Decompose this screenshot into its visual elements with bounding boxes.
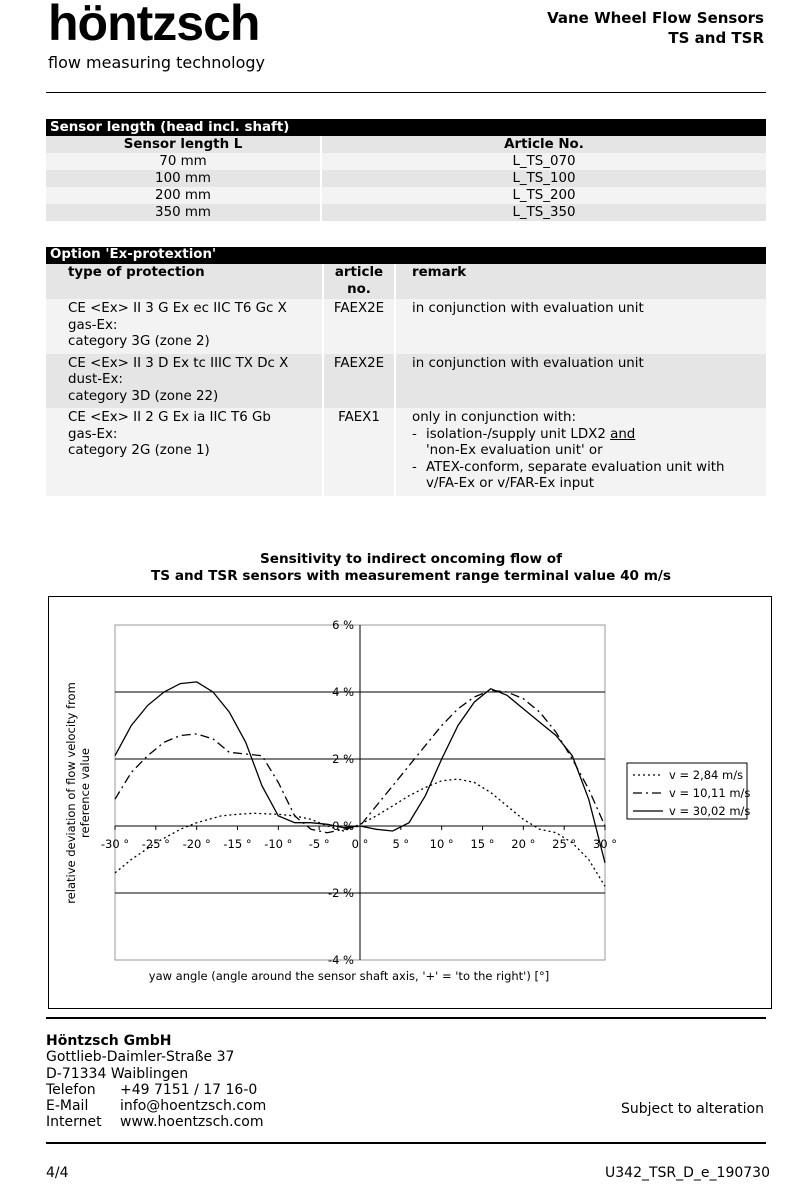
remark-bullet-2-cont: v/FA-Ex or v/FAR-Ex input: [426, 476, 594, 491]
cell-length: 350 mm: [46, 204, 321, 221]
cell-article: L_TS_100: [512, 171, 576, 186]
x-tick-label: -10 °: [264, 837, 293, 851]
email-value[interactable]: info@hoentzsch.com: [120, 1098, 267, 1115]
cell-article: FAEX1: [323, 408, 395, 496]
cell-remark: in conjunction with evaluation unit: [412, 301, 644, 316]
company-phone: [46, 1082, 266, 1098]
cell-remark: [395, 408, 766, 496]
legend-label: v = 30,02 m/s: [669, 804, 751, 818]
protection-category: category 3G (zone 2): [68, 334, 210, 349]
header-divider: [46, 92, 766, 93]
remark-bullet-2: [412, 460, 766, 493]
website-label: Internet: [46, 1114, 102, 1131]
x-tick-label: 30 °: [592, 837, 618, 851]
x-tick-label: 25 °: [552, 837, 577, 851]
protection-type: gas-Ex:: [68, 426, 118, 442]
company-logo: höntzsch: [48, 0, 260, 51]
x-tick-label: 5 °: [392, 837, 410, 851]
y-axis-label-line2: reference value: [78, 748, 92, 838]
company-email: [46, 1098, 266, 1114]
chart-title-line1: Sensitivity to indirect oncoming flow of: [259, 551, 563, 567]
cell-article: L_TS_070: [512, 154, 576, 169]
page-number: 4/4: [46, 1165, 69, 1181]
table-row: [46, 153, 766, 170]
document-title: [547, 8, 764, 48]
phone-value: +49 7151 / 17 16-0: [120, 1081, 258, 1098]
logo-tagline: flow measuring technology: [48, 53, 265, 72]
y-tick-label: 0 %: [332, 819, 354, 833]
table-row: [46, 187, 766, 204]
y-tick-label: 4 %: [332, 685, 354, 699]
remark-bullet-1-text: isolation-/supply unit LDX2: [426, 426, 606, 442]
y-tick-label: -4 %: [327, 953, 354, 967]
chart-legend: [627, 763, 750, 819]
remark-bullet-1: [412, 427, 766, 460]
col-header-article-no: Article No.: [504, 137, 584, 152]
cell-article: L_TS_200: [512, 188, 576, 203]
col-header-remark: remark: [412, 265, 467, 280]
protection-code: CE <Ex> II 3 G Ex ec IIC T6 Gc X: [68, 301, 287, 316]
ex-section-header: Option 'Ex-protextion': [46, 247, 766, 264]
y-axis-label-line1: relative deviation of flow velocity from: [64, 682, 78, 904]
protection-type: gas-Ex:: [68, 317, 118, 333]
company-website: [46, 1114, 266, 1130]
chart-title-line2: TS and TSR sensors with measurement range terminal value 40 m/s: [151, 568, 671, 584]
cell-article: L_TS_350: [512, 205, 576, 220]
remark-bullet-2-text: ATEX-conform, separate evaluation unit with: [426, 459, 725, 475]
table-row: [46, 408, 766, 496]
cell-article: FAEX2E: [323, 354, 395, 409]
cell-article: FAEX2E: [323, 299, 395, 354]
legend-label: v = 2,84 m/s: [669, 768, 744, 782]
col-header-protection: type of protection: [46, 264, 323, 299]
x-tick-label: 15 °: [470, 837, 495, 851]
document-title-line2: TS and TSR: [668, 29, 764, 47]
col-header-sensor-length: Sensor length L: [46, 136, 321, 153]
table-row: [46, 299, 766, 354]
x-tick-label: -5 °: [308, 837, 330, 851]
table-row: [46, 204, 766, 221]
protection-category: category 2G (zone 1): [68, 443, 210, 458]
col-header-article-line2: no.: [347, 281, 371, 297]
col-header-article: [323, 264, 395, 299]
x-tick-label: 20 °: [511, 837, 536, 851]
x-axis-label: yaw angle (angle around the sensor shaft axis, '+' = 'to the right') [°]: [148, 969, 550, 983]
cell-protection: [46, 354, 323, 409]
website-value[interactable]: www.hoentzsch.com: [120, 1114, 264, 1131]
document-id: U342_TSR_D_e_190730: [605, 1165, 770, 1181]
company-city: D-71334 Waiblingen: [46, 1065, 189, 1082]
alteration-note: Subject to alteration: [620, 1101, 764, 1117]
footer-divider-top: [46, 1017, 766, 1019]
remark-bullet-1-and: and: [610, 426, 636, 442]
footer-divider-bottom: [46, 1142, 766, 1144]
cell-length: 200 mm: [46, 187, 321, 204]
y-tick-label: 6 %: [332, 618, 354, 632]
cell-protection: [46, 299, 323, 354]
x-tick-label: -15 °: [223, 837, 252, 851]
sensitivity-chart: [49, 597, 771, 1008]
x-tick-label: -20 °: [182, 837, 211, 851]
chart-title: [0, 551, 800, 585]
cell-length: 100 mm: [46, 170, 321, 187]
company-address: [46, 1033, 266, 1131]
ex-protection-table: [46, 247, 766, 496]
sensor-length-table: [46, 119, 766, 221]
document-title-line1: Vane Wheel Flow Sensors: [547, 9, 764, 27]
company-name: Höntzsch GmbH: [46, 1033, 172, 1049]
remark-bullet-1-cont: 'non-Ex evaluation unit' or: [426, 443, 603, 458]
table-row: [46, 354, 766, 409]
protection-code: CE <Ex> II 3 D Ex tc IIIC TX Dc X: [68, 355, 289, 371]
protection-type: dust-Ex:: [68, 372, 123, 387]
email-label: E-Mail: [46, 1098, 89, 1115]
x-tick-label: -30 °: [100, 837, 130, 851]
x-tick-label: -25 °: [141, 837, 170, 851]
remark-intro: only in conjunction with:: [412, 410, 576, 425]
x-tick-label: 10 °: [429, 837, 454, 851]
table-row: [46, 170, 766, 187]
y-tick-label: 2 %: [332, 752, 354, 766]
phone-label: Telefon: [46, 1081, 96, 1098]
col-header-article-line1: article: [334, 265, 384, 280]
x-tick-label: 0 °: [351, 837, 369, 851]
protection-category: category 3D (zone 22): [68, 388, 219, 404]
cell-protection: [46, 408, 323, 496]
sensor-length-section-header: Sensor length (head incl. shaft): [46, 119, 766, 136]
y-tick-label: -2 %: [327, 886, 354, 900]
chart-frame: [48, 596, 772, 1009]
cell-length: 70 mm: [46, 153, 321, 170]
cell-remark: in conjunction with evaluation unit: [412, 355, 644, 371]
legend-label: v = 10,11 m/s: [669, 786, 751, 800]
protection-code: CE <Ex> II 2 G Ex ia IIC T6 Gb: [68, 410, 271, 425]
company-street: Gottlieb-Daimler-Straße 37: [46, 1049, 235, 1066]
